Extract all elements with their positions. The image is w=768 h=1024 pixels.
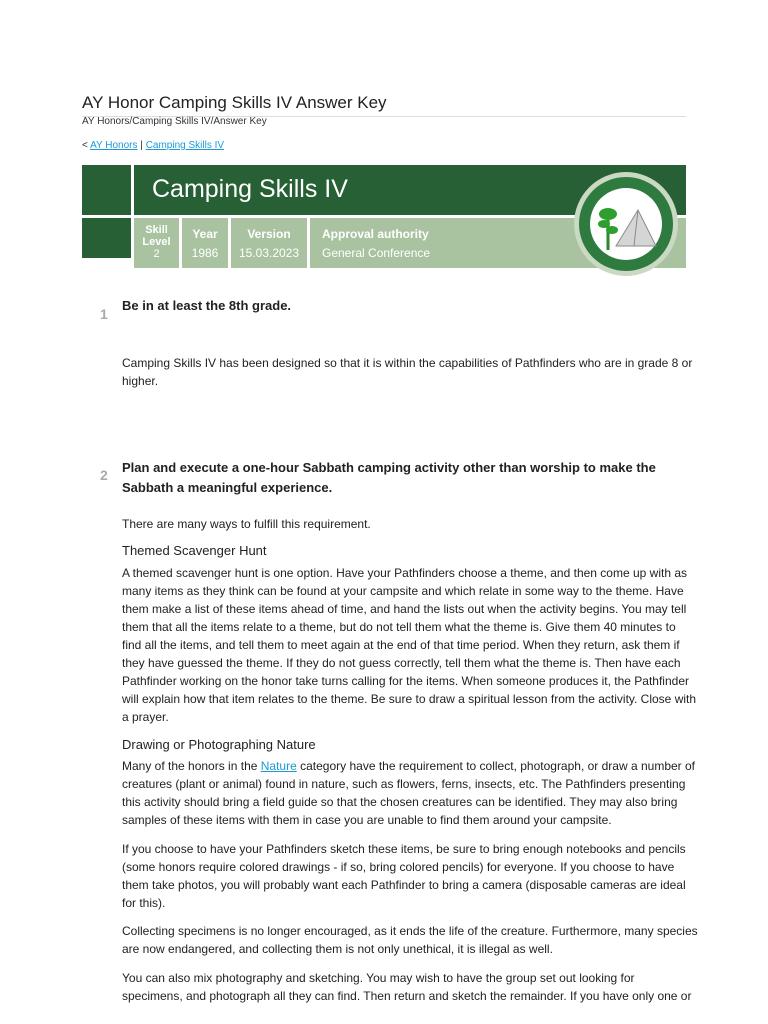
requirement-number: 2	[100, 467, 108, 483]
section-heading: Themed Scavenger Hunt	[122, 543, 267, 558]
version-cell	[231, 218, 307, 275]
requirement-heading: Be in at least the 8th grade.	[122, 298, 292, 313]
year-cell	[182, 218, 228, 275]
nature-link[interactable]: Nature	[260, 759, 297, 773]
paragraph-text: Many of the honors in the	[122, 759, 261, 773]
requirement-answer: Camping Skills IV has been designed so that it is within the capabilities of Pathfinders who are in grade 8 or higher.	[122, 356, 693, 388]
honor-name: Camping Skills IV	[152, 175, 348, 203]
skill-label-1: Skill	[145, 224, 168, 236]
section-paragraph: You can also mix photography and sketching. You may wish to have the group set out looking for specimens, and photograph all they can find. Then return and sketch the remainder. If you have only one or	[122, 971, 692, 1003]
requirement-number: 1	[100, 306, 108, 322]
year-value: 1986	[191, 246, 219, 260]
authority-value: General Conference	[322, 246, 431, 260]
page-title: AY Honor Camping Skills IV Answer Key	[82, 92, 686, 117]
skill-value: 2	[153, 248, 160, 260]
section-heading: Drawing or Photographing Nature	[122, 737, 316, 752]
tree-crown	[599, 208, 617, 220]
requirement-heading: Plan and execute a one-hour Sabbath camping activity other than worship to make the Sabbath a meaningful experience.	[122, 460, 656, 495]
back-links	[82, 140, 224, 151]
camping-skills-iv-link[interactable]: Camping Skills IV	[145, 140, 225, 151]
paragraph-text: category have the requirement to collect, photograph, or draw a number of creatures (plant or animal) found in nature, such as flowers, ferns, insects, etc. The Pathfinders presenting this activity should bring a field guide so that the chosen creatures can be identified. They may also bring samples of these items with them in case you are unable to find them around your campsite.	[122, 759, 696, 827]
section-paragraph: A themed scavenger hunt is one option. Have your Pathfinders choose a theme, and then come up with as many items as they think can be found at your campsite and which relate in some way to the theme. Have them make a list of these items ahead of time, and hand the lists out when the activity begins. You may tell them that all the items relate to a theme, but do not tell them what the theme is. Give them 40 minutes to find all the items, and tell them to meet again at the end of that time period. When they return, ask them if they have guessed the theme. If they do not guess correctly, tell them what the theme is. Then have each Pathfinder working on the honor take turns calling for the items. When someone produces it, the Pathfinder will explain how that item relates to the theme. Be sure to draw a spiritual lesson from the activity. Close with a prayer.	[122, 566, 697, 724]
version-value: 15.03.2023	[238, 246, 300, 260]
year-label: Year	[192, 227, 218, 241]
banner-accent-bottom	[82, 218, 131, 258]
skill-level-cell	[134, 218, 179, 274]
breadcrumb: AY Honors/Camping Skills IV/Answer Key	[82, 116, 267, 127]
version-label: Version	[247, 227, 291, 241]
tent-and-tree-patch-icon	[572, 170, 680, 278]
back-prefix: <	[82, 140, 88, 151]
back-separator: |	[140, 140, 143, 151]
section-paragraph: If you choose to have your Pathfinders sketch these items, be sure to bring enough notebooks and pencils (some honors require colored drawings - if so, bring colored pencils) for everyone. If you choose to have them take photos, you will probably want each Pathfinder to bring a camera (disposable cameras are ideal for this).	[122, 842, 686, 910]
authority-label: Approval authority	[322, 227, 429, 241]
tree-branch	[598, 220, 610, 228]
section-paragraph	[122, 757, 698, 829]
banner-accent-top	[82, 165, 131, 215]
authority-cell	[322, 218, 522, 275]
ay-honors-link[interactable]: AY Honors	[90, 140, 138, 151]
tree-branch	[606, 226, 618, 234]
skill-label-2: Level	[142, 236, 171, 248]
meta-divider	[307, 218, 310, 268]
requirement-intro: There are many ways to fulfill this requirement.	[122, 517, 371, 531]
section-paragraph: Collecting specimens is no longer encouraged, as it ends the life of the creature. Furthermore, many species are now endangered, and collecting them is not only unethical, it is illegal as well.	[122, 924, 698, 956]
